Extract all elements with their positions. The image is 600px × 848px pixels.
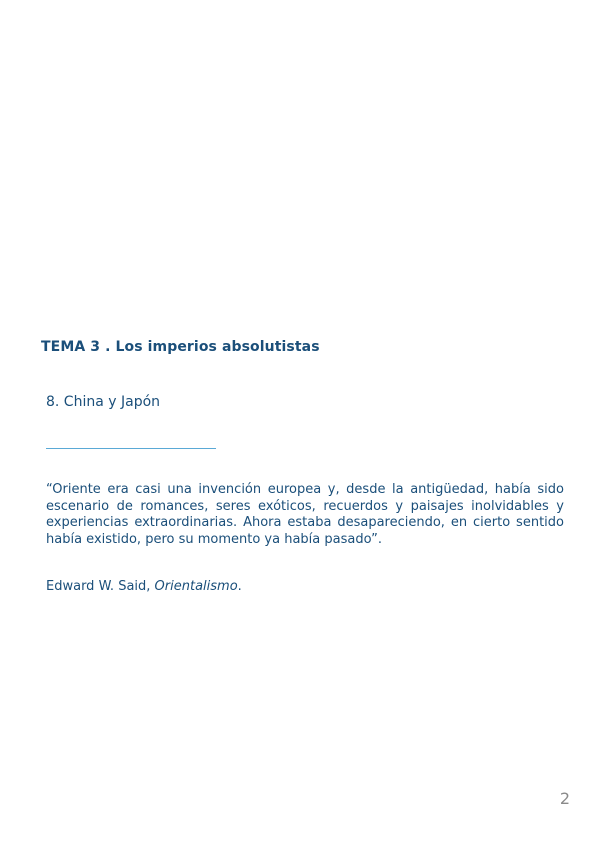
section-title: TEMA 3 . Los imperios absolutistas (41, 339, 320, 355)
attribution-trailing: . (237, 579, 242, 594)
divider-line (46, 448, 216, 449)
page-number: 2 (559, 789, 570, 808)
attribution-author: Edward W. Said, (46, 579, 155, 594)
attribution-work: Orientalismo (154, 579, 238, 594)
epigraph-attribution (46, 579, 242, 594)
epigraph-quote: “Oriente era casi una invención europea y, desde la antigüedad, había sido escenario de romances, seres exóticos, recuerdos y paisajes inolvidables y experiencias extraordinarias. Ahora estaba desapareciendo, en cierto sentido había existido, pero su momento ya había pasado”. (46, 482, 564, 547)
section-subtitle: 8. China y Japón (46, 394, 161, 410)
